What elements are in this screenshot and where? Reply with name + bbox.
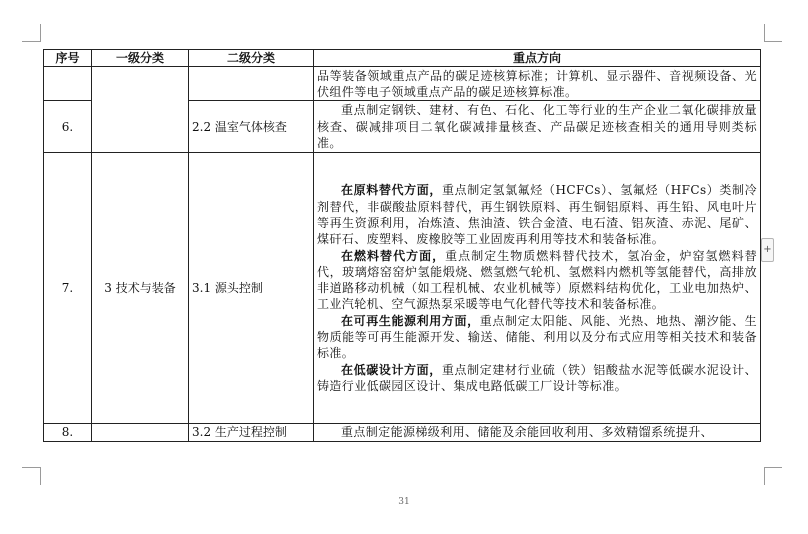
cell-focus: 品等装备领域重点产品的碳足迹核算标准；计算机、显示器件、音视频设备、光伏组件等电子领域重点产品的碳足迹核算标准。 [314,67,761,101]
focus-paragraph-fuel [317,248,757,313]
cell-level1: 3 技术与装备 [92,153,189,424]
paragraph-text: 重点制定氢氯氟烃（HCFCs）、氢氟烃（HFCs）类制冷剂替代，非碳酸盐原料替代，再生钢铁原料、再生铜铝原料、再生铅、风电叶片等再生资源利用，冶炼渣、焦油渣、铁合金渣、电石渣、铝灰渣、赤泥、尾矿、煤矸石、废塑料、废橡胶等工业固废再利用等技术和装备标准。 [317,183,757,247]
crop-mark-top-left-v [40,24,41,42]
cell-level2 [189,67,314,101]
cell-level2: 2.2 温室气体核查 [189,101,314,153]
crop-mark-bottom-right-h [764,467,782,468]
paragraph-lead: 在低碳设计方面， [341,362,442,377]
cell-level2: 3.2 生产过程控制 [189,424,314,441]
expand-panel-button[interactable]: + [761,238,774,262]
header-level2: 二级分类 [189,50,314,67]
crop-mark-top-left-h [22,41,40,42]
focus-paragraph-raw-material [317,182,757,247]
paragraph-text: 重点制定生物质燃料替代技术，氢冶金，炉窑氢燃料替代，玻璃熔窑窑炉氢能煅烧、燃氢燃气轮机、氢燃料内燃机等氢能替代，高排放非道路移动机械（如工程机械、农业机械等）原燃料结构优化，工业电加热炉、工业汽轮机、空气源热泵采暖等电气化替代等技术和装备标准。 [317,248,757,312]
crop-mark-bottom-left-v [40,467,41,485]
cell-number: 7. [44,153,92,424]
crop-mark-top-right-h [764,41,782,42]
paragraph-lead: 在原料替代方面， [341,183,442,198]
cell-focus: 重点制定钢铁、建材、有色、石化、化工等行业的生产企业二氧化碳排放量核查、碳减排项目二氧化碳减排量核查、产品碳足迹核查相关的通用导则类标准。 [314,101,761,153]
table-row [44,153,761,424]
cell-number: 6. [44,101,92,153]
cell-level2: 3.1 源头控制 [189,153,314,424]
focus-paragraph-renewable [317,313,757,362]
header-level1: 一级分类 [92,50,189,67]
header-number: 序号 [44,50,92,67]
header-focus: 重点方向 [314,50,761,67]
page-number: 31 [398,497,410,507]
cell-level1 [92,424,189,441]
table-row [44,67,761,101]
paragraph-text: 重点制定建材行业硫（铁）铝酸盐水泥等低碳水泥设计、铸造行业低碳园区设计、集成电路低碳工厂设计等标准。 [317,362,757,393]
standards-table [43,49,761,442]
table-header-row [44,50,761,67]
cell-level1 [92,67,189,153]
cell-focus: 重点制定能源梯级利用、储能及余能回收利用、多效精馏系统提升、 [314,424,761,441]
crop-mark-top-right-v [764,24,765,42]
cell-focus [314,153,761,424]
paragraph-lead: 在可再生能源利用方面， [341,313,480,328]
paragraph-text: 重点制定太阳能、风能、光热、地热、潮汐能、生物质能等可再生能源开发、输送、储能、利用以及分布式应用等相关技术和装备标准。 [317,313,757,361]
crop-mark-bottom-right-v [764,467,765,485]
paragraph-lead: 在燃料替代方面， [341,248,446,263]
focus-paragraph-low-carbon-design [317,362,757,395]
table-row [44,424,761,441]
crop-mark-bottom-left-h [22,467,40,468]
cell-number [44,67,92,101]
cell-number: 8. [44,424,92,441]
